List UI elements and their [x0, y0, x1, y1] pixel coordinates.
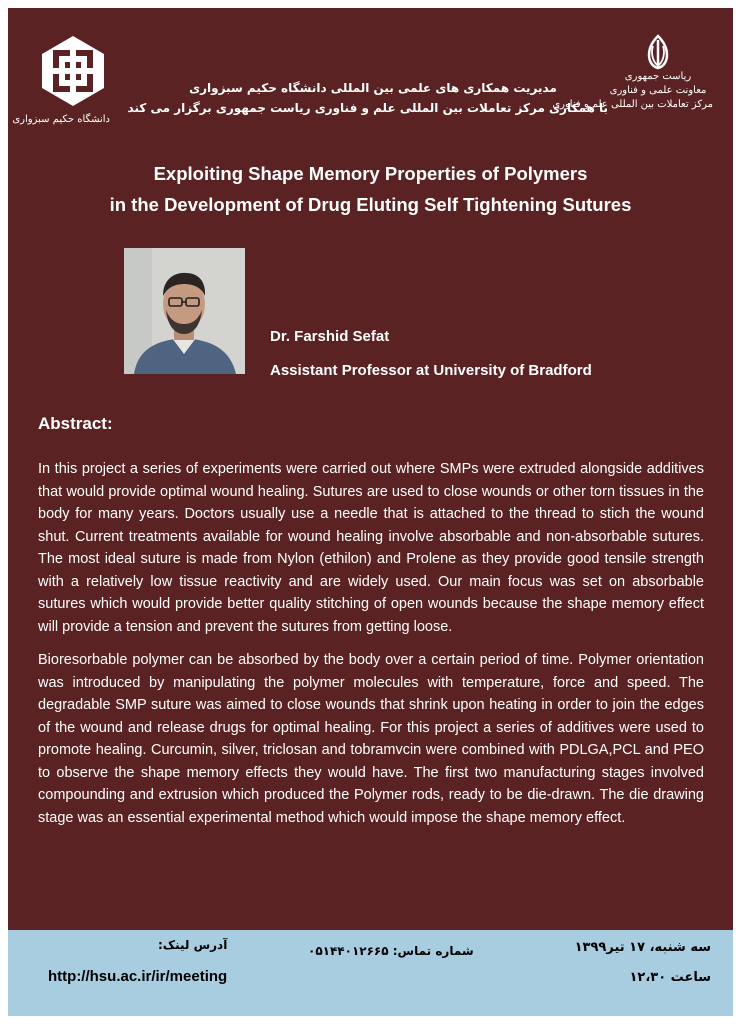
speaker-portrait-icon	[124, 248, 245, 374]
organizer-line-1: مدیریت همکاری های علمی بین المللی دانشگاه حکیم سبزواری	[189, 81, 557, 95]
talk-title-line-1: Exploiting Shape Memory Properties of Polymers	[153, 163, 588, 184]
event-date: سه شنبه، ۱۷ تیر۱۳۹۹	[574, 940, 711, 955]
presidency-logo	[552, 34, 713, 144]
university-emblem-icon	[40, 34, 106, 108]
presidency-line-2: معاونت علمی و فناوری	[609, 85, 707, 96]
university-logo-caption: دانشگاه حکیم سبزواری	[12, 114, 110, 125]
speaker-info	[270, 328, 592, 379]
link-label: آدرس لینک:	[158, 938, 228, 952]
abstract-body	[38, 458, 704, 840]
contact-phone: شماره تماس: ۰۵۱۴۴۰۱۲۶۶۵	[308, 944, 474, 958]
university-logo	[12, 34, 110, 144]
talk-title-line-2: in the Development of Drug Eluting Self Tightening Sutures	[109, 194, 632, 215]
meeting-link[interactable]: http://hsu.ac.ir/ir/meeting	[48, 968, 228, 985]
abstract-paragraph-2: Bioresorbable polymer can be absorbed by the body over a certain period of time. Polymer orientation was introduced by manipulating the polymer molecules with temperature, force and speed. The degradable SMP suture was aimed to close wounds that shrink upon heating in order to join the edges of the wound and release drugs for optimal healing. For this project a series of additives were used to promote healing. Curcumin, silver, triclosan and tobramvcin were combined with PDLGA,PCL and PEO to observe the shape memory effects they would have. The first two manufacturing stages involved compounding and extrusion which produced the Polymer rods, ready to be die-drawn. The die drawing stage was an essential experimental method which would impose the shape memory effect.	[38, 652, 704, 826]
presidency-line-3: مرکز تعاملات بین المللی علم و فناوری	[552, 99, 713, 110]
presidency-line-1: ریاست جمهوری	[624, 71, 692, 82]
organizer-header	[127, 78, 608, 118]
speaker-name: Dr. Farshid Sefat	[270, 328, 390, 345]
abstract-paragraph-1: In this project a series of experiments were carried out where SMPs were extruded alongside additives that would provide optimal wound healing. Sutures are used to close wounds or other torn tissues in the body for many years. Doctors usually use a needle that is attached to the thread to stich the wound shut. Current treatments available for wound healing involve absorbable and non-absorbable sutures. The most ideal suture is made from Nylon (ethilon) and Prolene as they provide good tensile strength with a relatively low tissue reactivity and are widely used. Our main focus was set on absorbable sutures which would provide better quality stitching of open wounds because the shape memory effect will provide a tension and prevent the sutures from getting loose.	[38, 461, 704, 635]
speaker-photo	[124, 248, 245, 374]
poster	[8, 8, 733, 1016]
speaker-position: Assistant Professor at University of Bradford	[270, 362, 592, 379]
event-time: ساعت ۱۲،۳۰	[629, 970, 711, 985]
organizer-line-2: با همکاری مرکز تعاملات بین المللی علم و فناوری ریاست جمهوری برگزار می کند	[127, 101, 608, 115]
talk-title	[28, 158, 713, 220]
abstract-heading: Abstract:	[38, 414, 113, 433]
event-footer	[8, 930, 733, 1016]
iran-emblem-icon	[643, 34, 673, 70]
